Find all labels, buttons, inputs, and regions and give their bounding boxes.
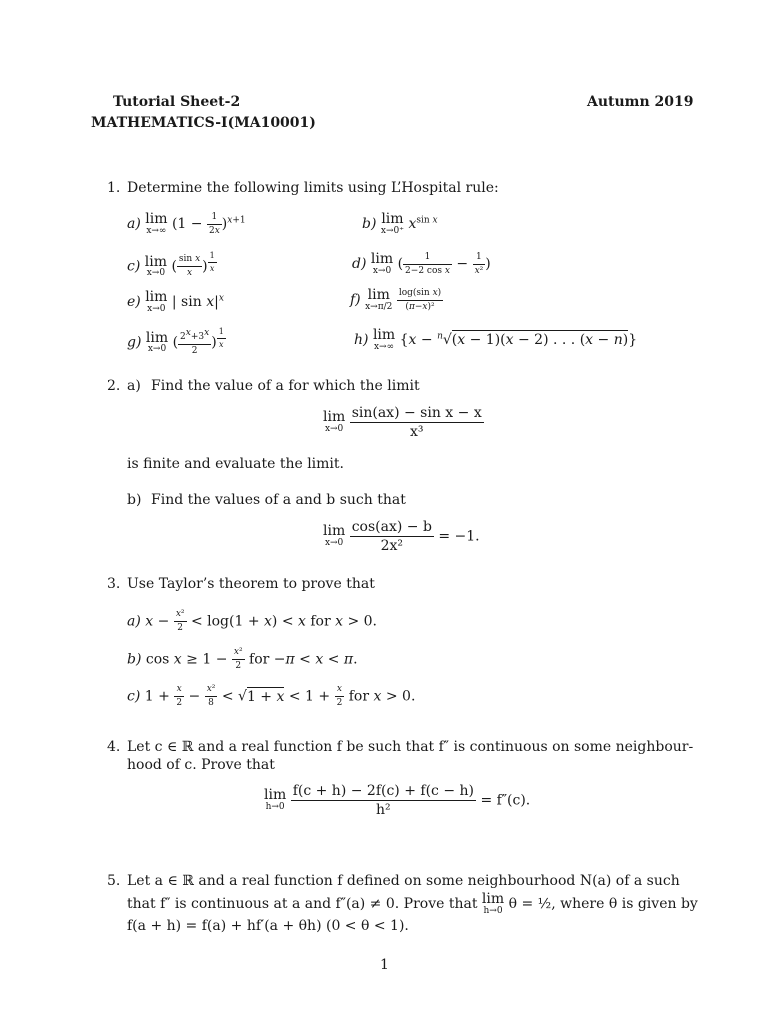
q1-number: 1. <box>107 180 121 196</box>
q3-text: Use Taylor’s theorem to prove that <box>127 576 375 592</box>
q5-line1: Let a ∈ ℝ and a real function f defined on some neighbourhood N(a) of a such <box>127 873 680 889</box>
q2a-after: is finite and evaluate the limit. <box>127 456 344 472</box>
q1-part-h: h) lim x→∞ {x − $^n$√(x − 1)(x − 2) . . . (x − n)} <box>354 327 638 352</box>
q2a-limit-display: lim x→0 $\frac{\text{sin(ax) − sin x − x}}{\text{x³}}$ <box>323 405 482 440</box>
q1-part-e: e) lim x→0 | $\sin x|^x$ <box>127 289 224 314</box>
q4-limit-display: lim h→0 $\frac{f(c + h) - 2f(c) + f(c - h)}{\text{h²}}$ = f″(c). <box>264 783 531 818</box>
q4-line1: Let c ∈ ℝ and a real function f be such that f″ is continuous on some neighbour- <box>127 739 694 755</box>
q1-part-c: c) lim x→0 ( $\frac{\text{sin x}}{x}$ ) $^{\frac{1}{x}}$ <box>127 251 215 279</box>
course-title: MATHEMATICS-I(MA10001) <box>91 115 316 131</box>
q5-line3: f(a + h) = f(a) + hf′(a + θh) (0 < θ < 1). <box>127 918 409 934</box>
q1-part-a: a) lim x→∞ (1 − $\frac{1}{2x}$ )$^{x+1}$ <box>127 211 246 236</box>
q3-number: 3. <box>107 576 121 592</box>
term-label: Autumn 2019 <box>587 94 694 110</box>
q3-part-a: a) x − $\frac{\text{x²}}{2}$ < log(1 + x) < x for x > 0. <box>127 609 378 633</box>
q1-part-b: b) lim x→0⁺ $x^{sin x}$ <box>362 211 438 236</box>
q1-text: Determine the following limits using L’Hospital rule: <box>127 180 499 196</box>
q3-part-b: b) cos x ≥ 1 − $\frac{\text{x²}}{2}$ for −π < x < π. <box>127 647 358 671</box>
q3-part-c: c) 1 + $\frac{x}{2}$ − $\frac{\text{x²}}{8}$ < √1 + x < 1 + $\frac{x}{2}$ for x > 0. <box>127 684 416 708</box>
q4-line2: hood of c. Prove that <box>127 757 275 773</box>
q2a-text: Find the value of a for which the limit <box>151 378 420 394</box>
q2-number: 2. <box>107 378 121 394</box>
q2b-limit-display: lim x→0 $\frac{\cos(ax) - b}{\text{2x²}}$ = −1. <box>323 519 480 554</box>
q1-part-g: g) lim x→0 ( $\frac{2^x+3^x}{2}$ ) $^{\frac{1}{x}}$ <box>127 327 224 357</box>
q1-part-d: d) lim x→0 ( $\frac{1}{\text{2−2 cos x}}$ − $\frac{1}{\text{x²}}$ ) <box>352 251 491 276</box>
page-number: 1 <box>380 957 389 973</box>
q4-number: 4. <box>107 739 121 755</box>
sheet-title: Tutorial Sheet-2 <box>113 94 241 110</box>
q5-number: 5. <box>107 873 121 889</box>
q2b-label: b) <box>127 492 142 508</box>
q1-part-f: f) lim x→π/2 $\frac{\text{log(sin x)}}{\text{(π−x)²}}$ <box>350 287 442 312</box>
q5-line2: that f″ is continuous at a and f″(a) ≠ 0. Prove that lim h→0 θ = ½, where θ is given by <box>127 891 698 916</box>
q2b-text: Find the values of a and b such that <box>151 492 406 508</box>
q2a-label: a) <box>127 378 141 394</box>
